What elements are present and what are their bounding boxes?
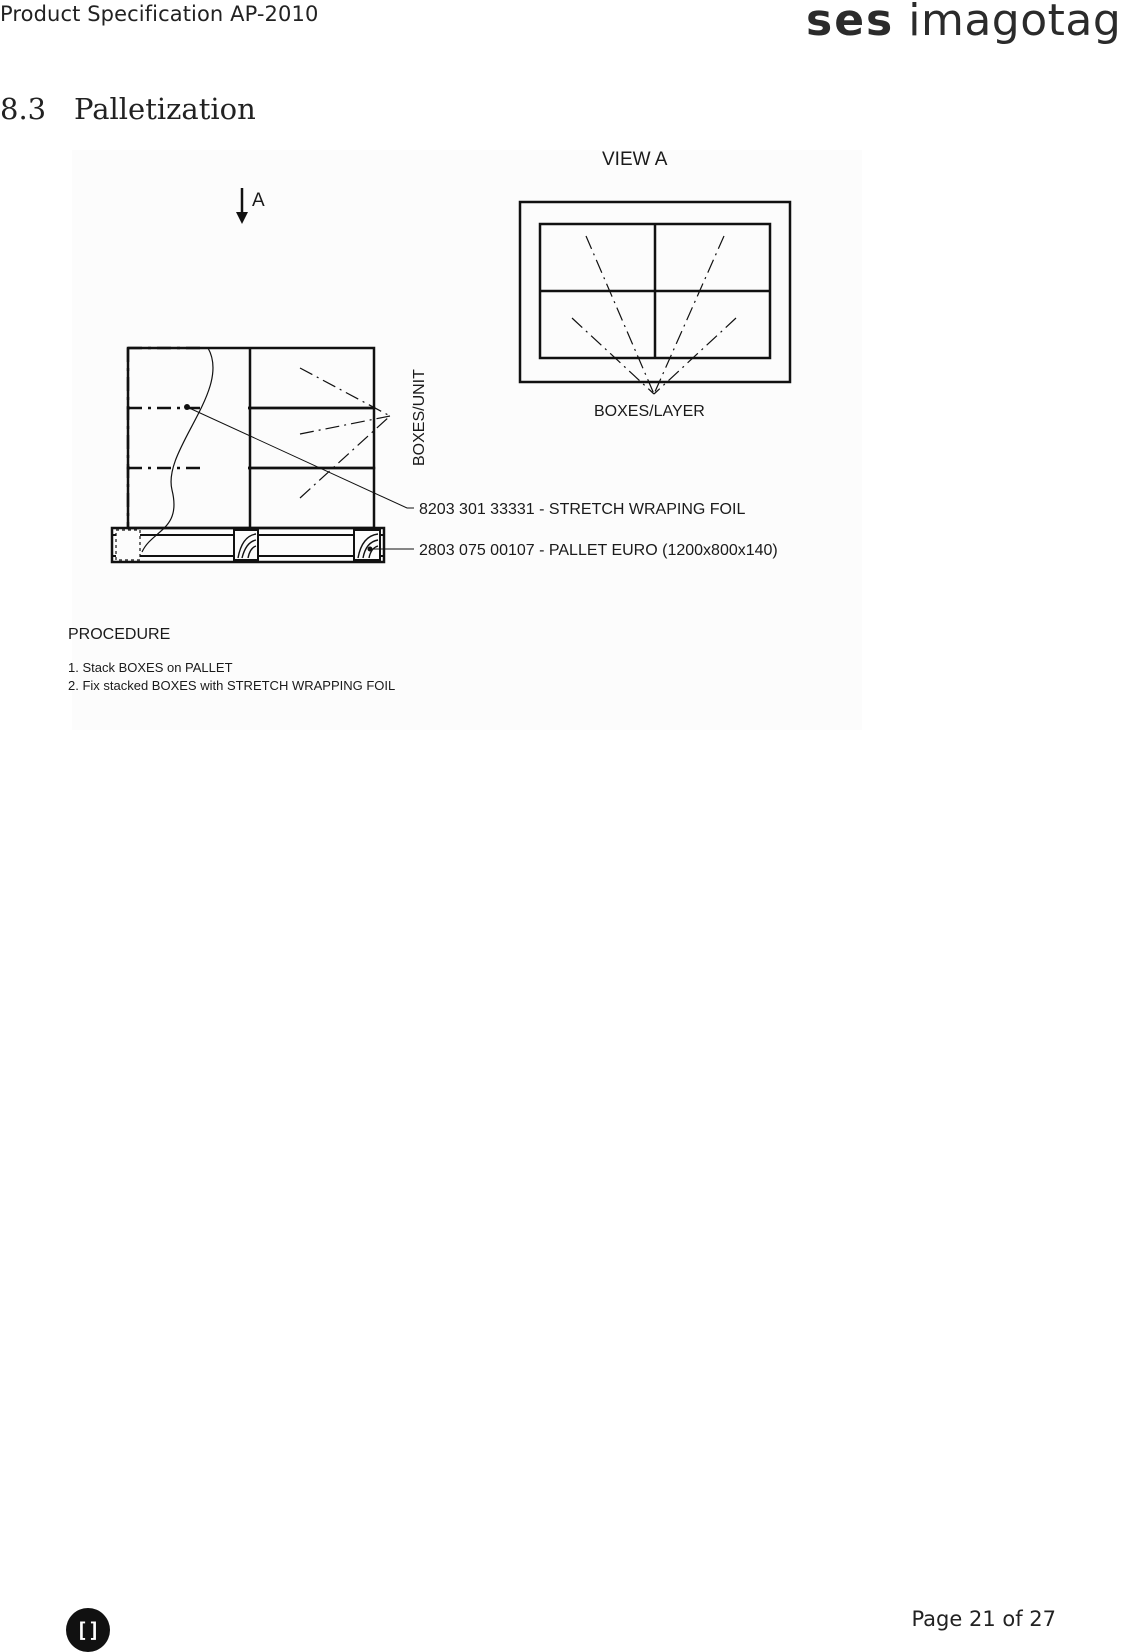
procedure-step-2: 2. Fix stacked BOXES with STRETCH WRAPPING FOIL xyxy=(68,678,396,693)
boxes-unit-label: BOXES/UNIT xyxy=(411,369,428,466)
procedure-step-1: 1. Stack BOXES on PALLET xyxy=(68,660,233,675)
pallet-callout: 2803 075 00107 - PALLET EURO (1200x800x140) xyxy=(419,542,778,559)
logo-imagotag: imagotag xyxy=(908,0,1121,46)
bracket-icon: [] xyxy=(66,1608,110,1652)
section-number: 8.3 xyxy=(0,92,47,126)
company-logo xyxy=(806,0,1121,48)
technical-drawing-svg xyxy=(68,149,862,730)
section-title: Palletization xyxy=(74,92,256,126)
view-a-label: VIEW A xyxy=(602,149,668,170)
section-heading xyxy=(0,92,256,126)
boxes-layer-label: BOXES/LAYER xyxy=(594,403,705,420)
logo-ses: ses xyxy=(806,0,895,46)
arrow-label: A xyxy=(252,190,265,211)
procedure-heading: PROCEDURE xyxy=(68,626,171,643)
page-number: Page 21 of 27 xyxy=(911,1607,1056,1631)
palletization-drawing xyxy=(68,149,862,730)
document-title: Product Specification AP-2010 xyxy=(0,2,319,26)
foil-callout: 8203 301 33331 - STRETCH WRAPING FOIL xyxy=(419,501,746,518)
